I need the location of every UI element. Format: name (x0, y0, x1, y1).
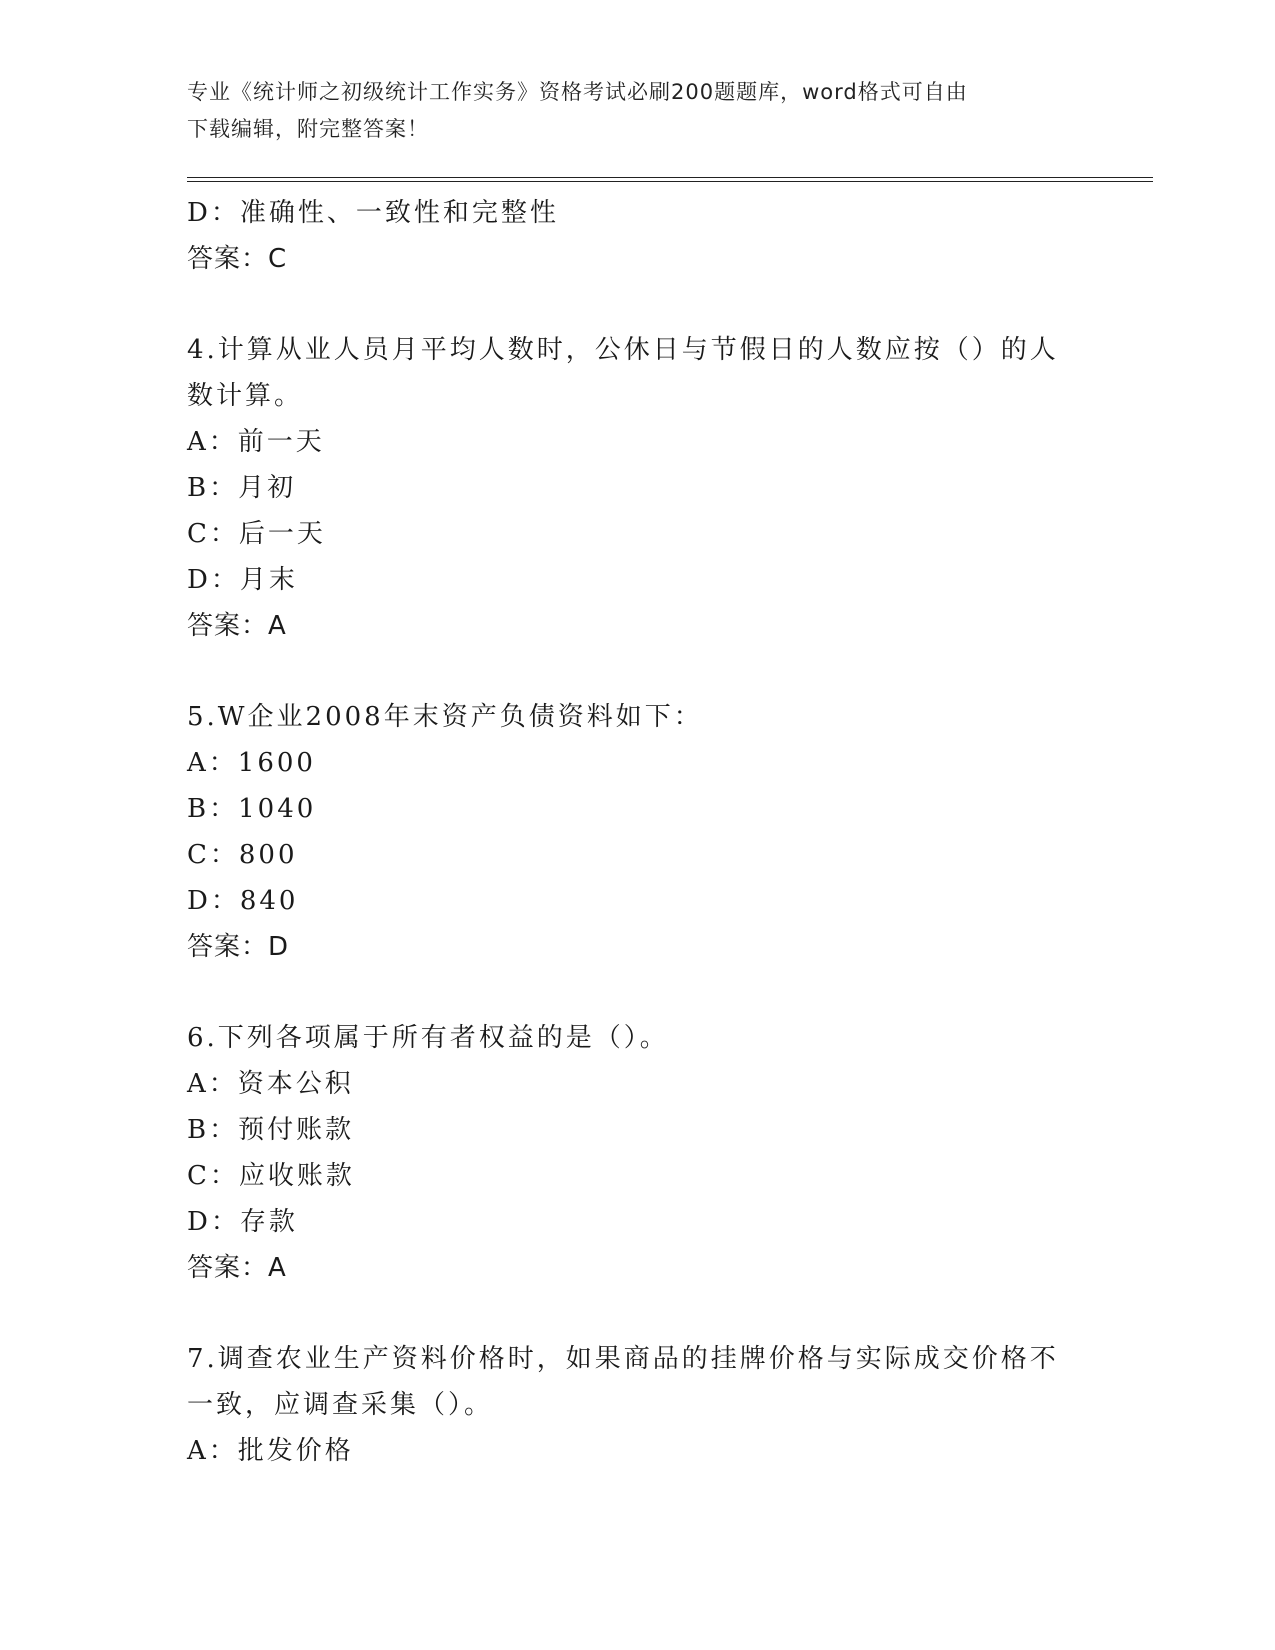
question-block-6 (187, 1015, 1067, 1291)
question-list (187, 190, 1067, 1474)
question-block-4 (187, 327, 1067, 649)
header-divider-bottom (187, 181, 1153, 182)
answer-label: 答案：A (187, 1253, 287, 1283)
question-text-line-2: 数计算。 (187, 381, 304, 411)
answer-label: 答案：A (187, 611, 287, 641)
option-d: D：存款 (187, 1207, 298, 1237)
question-block-3 (187, 190, 1067, 282)
answer-label: 答案：D (187, 932, 290, 962)
header-line-2: 下载编辑，附完整答案！ (187, 117, 429, 141)
header-divider-top (187, 177, 1153, 178)
option-d: D：准确性、一致性和完整性 (187, 198, 559, 228)
option-a: A：1600 (187, 748, 316, 778)
option-c: C：后一天 (187, 519, 326, 549)
option-d: D：月末 (187, 565, 298, 595)
option-c: C：应收账款 (187, 1161, 355, 1191)
option-a: A：前一天 (187, 427, 325, 457)
option-a: A：资本公积 (187, 1069, 354, 1099)
question-text: 6.下列各项属于所有者权益的是（）。 (187, 1023, 669, 1053)
question-block-5 (187, 694, 1067, 970)
option-c: C：800 (187, 840, 298, 870)
question-text-line-2: 一致，应调查采集（）。 (187, 1390, 494, 1420)
question-text-line-1: 4.计算从业人员月平均人数时，公休日与节假日的人数应按（）的人 (187, 335, 1059, 365)
option-d: D：840 (187, 886, 299, 916)
question-text: 5.W企业2008年末资产负债资料如下： (187, 702, 703, 732)
option-b: B：月初 (187, 473, 297, 503)
question-text-line-1: 7.调查农业生产资料价格时，如果商品的挂牌价格与实际成交价格不 (187, 1344, 1059, 1374)
header-line-1: 专业《统计师之初级统计工作实务》资格考试必刷200题题库，word格式可自由 (187, 80, 968, 104)
option-b: B：1040 (187, 794, 317, 824)
document-header (187, 74, 1067, 148)
question-block-7 (187, 1336, 1067, 1474)
option-b: B：预付账款 (187, 1115, 355, 1145)
option-a: A：批发价格 (187, 1436, 354, 1466)
answer-label: 答案：C (187, 244, 288, 274)
